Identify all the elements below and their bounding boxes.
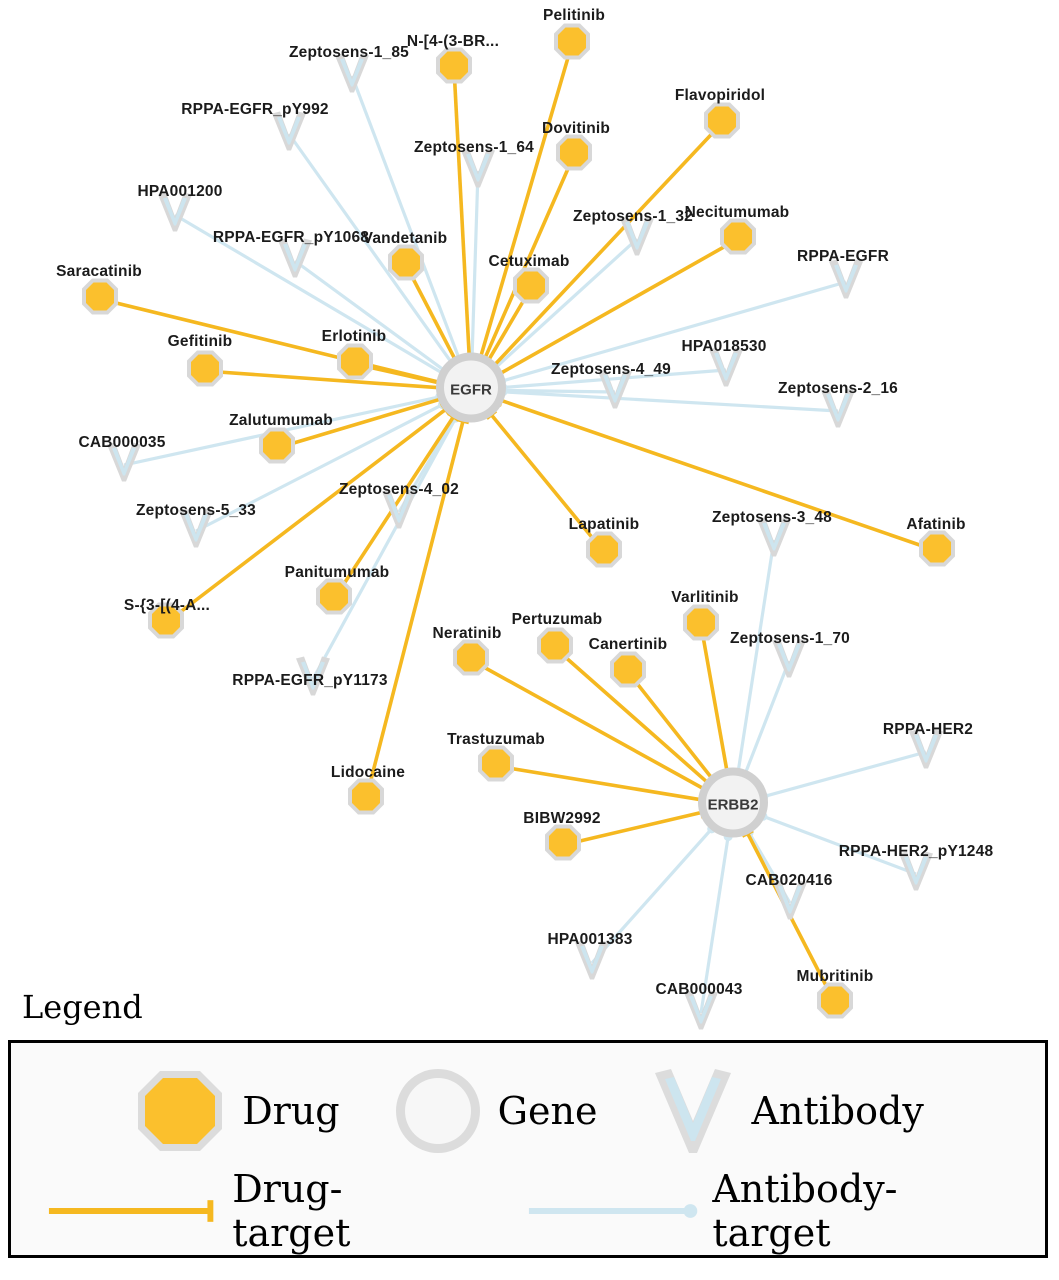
drug-node-label: BIBW2992 (523, 810, 601, 827)
drug-node[interactable] (917, 529, 957, 574)
drug-node[interactable] (543, 823, 583, 868)
antibody-node-label: RPPA-EGFR (797, 248, 889, 265)
antibody-node-label: HPA018530 (681, 338, 767, 355)
antibody-node-label: RPPA-EGFR_pY1068 (212, 229, 370, 246)
drug-node[interactable] (535, 626, 575, 671)
antibody-node-label: CAB000035 (78, 434, 166, 451)
gene-node-label: EGFR (450, 381, 492, 399)
drug-node-label: Panitumumab (284, 564, 390, 581)
legend-label-drug-target: Drug-target (232, 1167, 351, 1255)
drug-target-edge-icon (45, 1197, 222, 1225)
drug-node-label: Neratinib (432, 625, 502, 642)
legend-box (8, 1040, 1048, 1258)
drug-node[interactable] (257, 426, 297, 471)
drug-node-label: Canertinib (588, 636, 668, 653)
legend-label-gene: Gene (497, 1089, 598, 1133)
antibody-icon (649, 1065, 737, 1157)
drug-node-label: Varlitinib (671, 589, 739, 606)
drug-node-label: S-{3-[(4-A... (123, 597, 211, 614)
legend-item-gene (392, 1065, 598, 1157)
drug-node-label: N-[4-(3-BR... (406, 33, 500, 50)
legend-label-drug: Drug (242, 1089, 340, 1133)
drug-node[interactable] (681, 603, 721, 648)
drug-node-label: Vandetanib (362, 230, 448, 247)
antibody-node-label: HPA001383 (547, 931, 633, 948)
legend-item-drug-target (45, 1167, 457, 1255)
drug-icon (132, 1065, 228, 1157)
legend-item-antibody (649, 1065, 923, 1157)
antibody-node-label: RPPA-EGFR_pY992 (181, 101, 329, 118)
drug-node-label: Pelitinib (542, 7, 606, 24)
antibody-node-label: Zeptosens-1_64 (414, 139, 534, 156)
drug-node-label: Lapatinib (568, 516, 640, 533)
antibody-node-label: Zeptosens-2_16 (778, 380, 898, 397)
drug-node[interactable] (314, 577, 354, 622)
gene-node-label: ERBB2 (707, 796, 759, 814)
legend-item-drug (132, 1065, 339, 1157)
drug-node-label: Lidocaine (330, 764, 406, 781)
legend (0, 980, 1059, 1280)
drug-target-edge (499, 395, 937, 551)
drug-node[interactable] (335, 342, 375, 387)
drug-node[interactable] (386, 243, 426, 288)
drug-node-label: Trastuzumab (447, 731, 545, 748)
legend-node-row (11, 1061, 1045, 1161)
drug-node[interactable] (185, 349, 225, 394)
drug-node[interactable] (346, 777, 386, 822)
legend-label-antibody-target: Antibody-target (712, 1167, 898, 1255)
legend-label-antibody: Antibody (751, 1089, 924, 1133)
drug-node-label: Afatinib (906, 516, 966, 533)
legend-edge-row (11, 1167, 1045, 1255)
legend-item-antibody-target (525, 1167, 1011, 1255)
gene-icon (392, 1065, 484, 1157)
drug-node-label: Necitumumab (684, 204, 790, 221)
antibody-node-label: HPA001200 (137, 183, 223, 200)
drug-node[interactable] (434, 46, 474, 91)
antibody-node-label: Zeptosens-3_48 (712, 509, 832, 526)
drug-node[interactable] (584, 530, 624, 575)
antibody-target-edge (759, 752, 926, 801)
antibody-node-label: Zeptosens-1_85 (289, 44, 409, 61)
antibody-target-edge (352, 76, 464, 365)
drug-node[interactable] (476, 744, 516, 789)
drug-node[interactable] (608, 650, 648, 695)
antibody-node-label: Zeptosens-4_02 (339, 481, 459, 498)
drug-node[interactable] (718, 217, 758, 262)
antibody-node-label: Zeptosens-1_32 (573, 208, 693, 225)
drug-node-label: Dovitinib (541, 120, 611, 137)
drug-node[interactable] (451, 638, 491, 683)
drug-node[interactable] (554, 133, 594, 178)
drug-node-label: Gefitinib (167, 333, 233, 350)
antibody-node-label: Zeptosens-1_70 (730, 630, 850, 647)
drug-node-label: Cetuximab (488, 253, 570, 270)
legend-title: Legend (22, 988, 143, 1026)
drug-node-label: Zalutumumab (229, 412, 333, 429)
antibody-node-label: RPPA-HER2 (882, 721, 974, 738)
drug-node-label: Pertuzumab (511, 611, 603, 628)
drug-node[interactable] (702, 101, 742, 146)
drug-node-label: Saracatinib (56, 263, 142, 280)
antibody-node-label: CAB020416 (745, 872, 833, 889)
drug-node[interactable] (511, 266, 551, 311)
antibody-node-label: Zeptosens-4_49 (551, 361, 671, 378)
drug-node-label: Mubritinib (796, 968, 874, 985)
drug-node-label: Flavopiridol (674, 87, 766, 104)
drug-target-edge (489, 123, 722, 371)
drug-node-label: Erlotinib (321, 328, 387, 345)
antibody-node-label: Zeptosens-5_33 (136, 502, 256, 519)
drug-node[interactable] (80, 277, 120, 322)
drug-node[interactable] (552, 22, 592, 67)
antibody-node-label: RPPA-HER2_pY1248 (838, 843, 994, 860)
antibody-target-edge-icon (525, 1197, 702, 1225)
antibody-target-edge (733, 540, 774, 778)
antibody-node-label: CAB000043 (655, 981, 743, 998)
antibody-node-label: RPPA-EGFR_pY1173 (232, 672, 388, 689)
